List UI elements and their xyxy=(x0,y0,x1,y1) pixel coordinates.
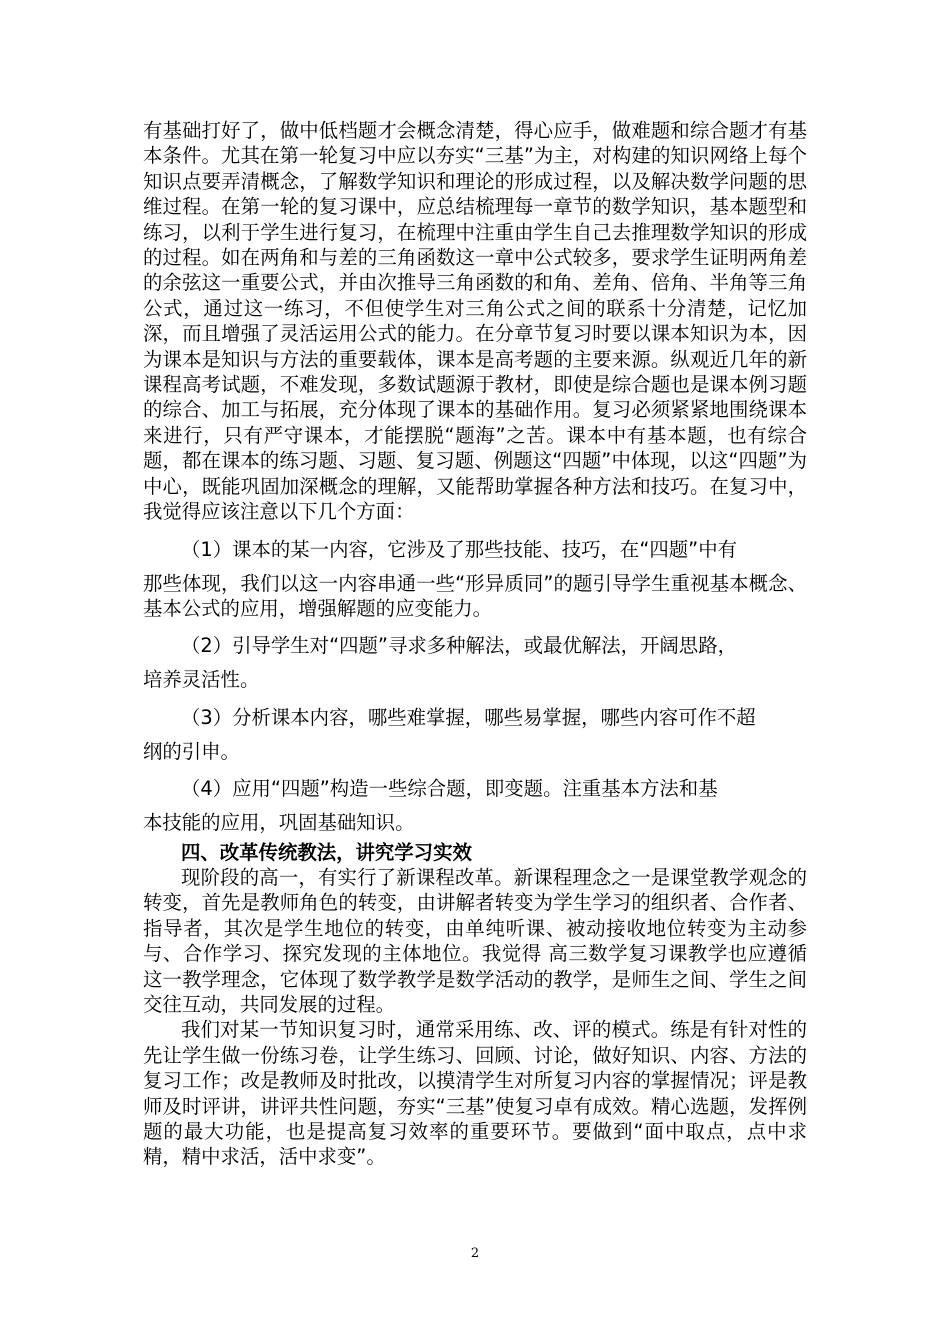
section-heading: 四、改革传统教法，讲究学习实效 xyxy=(181,840,472,864)
section-paragraph-2: 我们对某一节知识复习时，通常采用练、改、评的模式。练是有针对性的先让学生做一份练习卷，让学生练习、回顾、讨论，做好知识、内容、方法的复习工作；改是教师及时批改，以摸清学生对所复习内容的掌握情况；评是教师及时评讲，讲评共性问题，夯实“三基”使复习卓有成效。精心选题，发挥例题的最大功能，也是提高复习效率的重要环节。要做到“面中取点，点中求精，精中求活，活中求变”。 xyxy=(143,1018,807,1169)
list-item-4-first-line: （4）应用“四题”构造一些综合题，即变题。注重基本方法和基 xyxy=(181,777,718,801)
list-item-2-rest: 培养灵活性。 xyxy=(143,668,260,692)
body-paragraph: 有基础打好了，做中低档题才会概念清楚，得心应手，做难题和综合题才有基本条件。尤其在第一轮复习中应以夯实“三基”为主，对构建的知识网络上每个知识点要弄清概念，了解数学知识和理论的形成过程，以及解决数学问题的思维过程。在第一轮的复习课中，应总结梳理每一章节的数学知识，基本题型和练习，以利于学生进行复习，在梳理中注重由学生自己去推理数学知识的形成的过程。如在两角和与差的三角函数这一章中公式较多，要求学生证明两角差的余弦这一重要公式，并由次推导三角函数的和角、差角、倍角、半角等三角公式，通过这一练习，不但使学生对三角公式之间的联系十分清楚，记忆加深，而且增强了灵活运用公式的能力。在分章节复习时要以课本知识为本，因为课本是知识与方法的重要载体，课本是高考题的主要来源。纵观近几年的新课程高考试题，不难发现，多数试题源于教材，即使是综合题也是课本例习题的综合、加工与拓展，充分体现了课本的基础作用。复习必须紧紧地围绕课本来进行，只有严守课本，才能摆脱“题海”之苦。课本中有基本题，也有综合题，都在课本的练习题、习题、复习题、例题这“四题”中体现，以这“四题”为中心，既能巩固加深概念的理解，又能帮助掌握各种方法和技巧。在复习中，我觉得应该注意以下几个方面： xyxy=(143,119,807,524)
document-page xyxy=(143,118,807,1170)
list-item-3-rest: 纲的引申。 xyxy=(143,739,240,763)
list-item-1-first-line: （1）课本的某一内容，它涉及了那些技能、技巧，在“四题”中有 xyxy=(181,537,737,561)
list-item-3-first-line: （3）分析课本内容，哪些难掌握，哪些易掌握，哪些内容可作不超 xyxy=(181,705,756,729)
section-paragraph-1: 现阶段的高一，有实行了新课程改革。新课程理念之一是课堂教学观念的转变，首先是教师角色的转变，由讲解者转变为学生学习的组织者、合作者、指导者，其次是学生地位的转变，由单纯听课、被动接收地位转变为主动参与、合作学习、探究发现的主体地位。我觉得 高三数学复习课教学也应遵循这一教学理念，它体现了数学教学是数学活动的教学，是师生之间、学生之间交往互动，共同发展的过程。 xyxy=(143,865,807,1016)
list-item-2-first-line: （2）引导学生对“四题”寻求多种解法，或最优解法，开阔思路， xyxy=(181,634,737,658)
list-item-1-rest: 那些体现，我们以这一内容串通一些“形异质同”的题引导学生重视基本概念、基本公式的应用，增强解题的应变能力。 xyxy=(143,571,807,620)
page-number: 2 xyxy=(470,1246,480,1261)
list-item-4-rest: 本技能的应用，巩固基础知识。 xyxy=(143,811,415,835)
